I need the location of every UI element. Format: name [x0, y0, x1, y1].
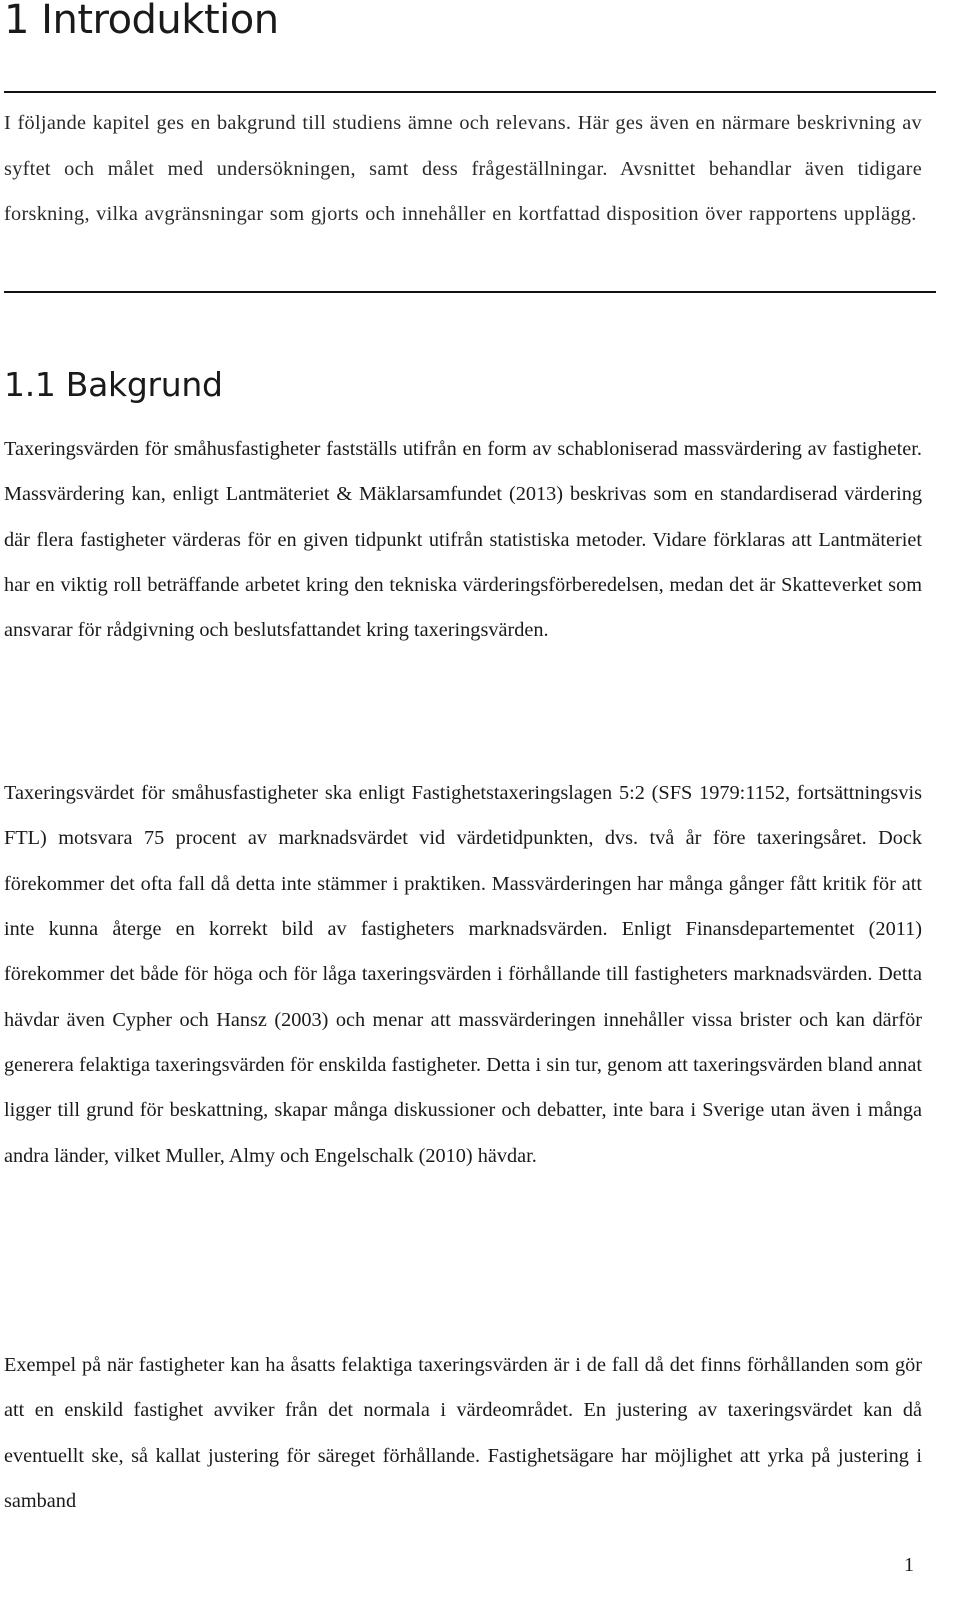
- chapter-intro: I följande kapitel ges en bakgrund till studiens ämne och relevans. Här ges även en närmare beskrivning av syftet och målet med undersökningen, samt dess frågeställningar. Avsnittet behandlar även tidigare forskning, vilka avgränsningar som gjorts och innehåller en kortfattad disposition över rapportens upplägg.: [4, 112, 922, 225]
- section-heading: 1.1 Bakgrund: [4, 365, 223, 404]
- chapter-heading: 1 Introduktion: [4, 0, 279, 43]
- paragraph: Taxeringsvärdet för småhusfastigheter ska enligt Fastighetstaxeringslagen 5:2 (SFS 1979:1152, fortsättningsvis FTL) motsvara 75 procent av marknadsvärdet vid värdetidpunkten, dvs. två år före taxeringsåret. Dock förekommer det ofta fall då detta inte stämmer i praktiken. Massvärderingen har många gånger fått kritik för att inte kunna återge en korrekt bild av fastigheters marknadsvärden. Enligt Finansdepartementet (2011) förekommer det både för höga och för låga taxeringsvärden i förhållande till fastigheters marknadsvärden. Detta hävdar även Cypher och Hansz (2003) och menar att massvärderingen innehåller vissa brister och kan därför generera felaktiga taxeringsvärden för enskilda fastigheter. Detta i sin tur, genom att taxeringsvärden bland annat ligger till grund för beskattning, skapar många diskussioner och debatter, inte bara i Sverige utan även i många andra länder, vilket Muller, Almy och Engelschalk (2010) hävdar.: [4, 782, 922, 1167]
- bottom-divider: [4, 291, 936, 293]
- paragraph: Exempel på när fastigheter kan ha åsatts felaktiga taxeringsvärden är i de fall då det finns förhållanden som gör att en enskild fastighet avviker från det normala i värdeområdet. En justering av taxeringsvärdet kan då eventuellt ske, så kallat justering för säreget förhållande. Fastighetsägare har möjlighet att yrka på justering i samband: [4, 1354, 922, 1513]
- page-number: 1: [904, 1554, 914, 1576]
- paragraph: Taxeringsvärden för småhusfastigheter fastställs utifrån en form av schabloniserad massvärdering av fastigheter. Massvärdering kan, enligt Lantmäteriet & Mäklarsamfundet (2013) beskrivas som en standardiserad värdering där flera fastigheter värderas för en given tidpunkt utifrån statistiska metoder. Vidare förklaras att Lantmäteriet har en viktig roll beträffande arbetet kring den tekniska värderingsförberedelsen, medan det är Skatteverket som ansvarar för rådgivning och beslutsfattandet kring taxeringsvärden.: [4, 438, 922, 642]
- top-divider: [4, 91, 936, 93]
